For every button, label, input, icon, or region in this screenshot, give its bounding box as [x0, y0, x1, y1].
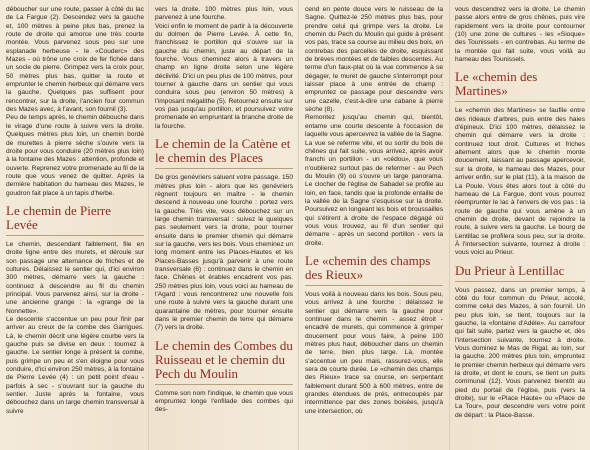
- section-heading: Le chemin de la Catène et le chemin des Places: [155, 137, 293, 169]
- text-column-2: [155, 6, 293, 415]
- paragraph: Remontez jusqu'au chemin qui, bientôt, entame une courte descente à l'occasion de laquelle vous apercevrez la vallée de la Sagne. La vue se referme vite, et ou sortir du bois de chênes qui fait suite, vous arrivez, après avoir franchi un portillon - un «cédou», que vous n'oublierez surtout pas de refermer - au Pech du Moulin (9) où s'ouvre un large panorama. Le clocher de l'église de Sabadel se profile au loin, en face, tandis que la profonde entaille de la vallée de la Sagne s'esquisse sur la droite. Poursuivez en longeant les bois et broussailles qui s'étirent à droite de l'espace dégagé où vous vous trouvez, au fil d'un sentier qui démarre - après un second portillon - vers la droite.: [305, 114, 443, 247]
- text-column-4: [455, 6, 585, 420]
- paragraph: Voici enfin le moment de partir à la découverte du dolmen de Pierre Levée. À cette fin, franchissez le portillon qui s'ouvre sur la gauche du chemin, juste au départ de la fourche. Vous cheminez alors à travers un champ en ligne droite selon une légère déclivité. D'ici un peu plus de 100 mètres, pour tourner à gauche dans un sentier qui vous conduira sous peu (environ 50 mètres) à l'imposant mégalithe (5). Retournez ensuite sur vos pas jusqu'au portillon, et poursuivez votre promenade en empruntant la branche droite de la fourche.: [155, 22, 293, 130]
- paragraph: Vous passez, dans un premier temps, à côté du four commun du Prieur, accolé, comme celui des Mazes, à son fournil. Un peu plus loin, se tient, toujours sur la gauche, la «fontaine d'Adèle». Au carrefour qui fait suite, partez vers la gauche et, dès l'intersection suivante, tournez à droite. Vous dominez le Mas de Rigal, au loin, sur la gauche. 200 mètres plus loin, empruntez le premier chemin herbeux qui démarre vers la droite, et dont le cours, se tient un puits communal (12). Vous parvenez bientôt au pied du portail de l'église, puis (vers la droite), sur le «Place Haute» ou «Place de La Tour», pour descendre vers votre point de départ : la Place-Basse.: [455, 286, 585, 419]
- section-heading: Le «chemin des champs des Rieux»: [305, 254, 443, 286]
- paragraph: Vous voilà à nouveau dans les bois. Sous peu, vous arrivez à une fourche : délaissez le sentier qui démarre vers la gauche pour continuer dans le chemin - assez étroit - encadré de murets, qui commence à grimper doucement pour vous faire, à peine 100 mètres plus haut, déboucher dans un chemin de terre, bien plus large. Là, montée s'accentue un peu mais, rassurez-vous, elle sera de courte durée. Le «chemin des champs des Rieux» trace sa course, en serpentant faiblement durant 500 à 600 mètres, entre de grandes étendues de prés, entrecoupés par intermittence par des zones boisées, jusqu'à une intersection, où: [305, 290, 443, 415]
- paragraph: déboucher sur une route, passer à côté du lac de La Fargue (2). Descendez vers la gauche et, 100 mètres à peine plus bas, prenez la route de droite qui amorce une très courte montée. Vous parvenez sous peu sur une esplanade herbeuse - le «Couderc» des Mazes - où trône une croix de fer fichée dans un socle de pierre. Grimpez vers la croix pour, 50 mètres plus bas, quitter la route et emprunter le chemin herbeux qui démarre vers la gauche. Quelques pas suffisent pour rencontrer, sur la droite, l'ancien four commun des Mazes avec, à l'avant, son fournil (3).: [6, 6, 144, 114]
- fold-line: [298, 0, 299, 450]
- section-heading: Le «chemin des Martines»: [455, 70, 585, 102]
- section-heading: Le chemin de Pierre Levée: [6, 204, 144, 236]
- paragraph: De gros genévriers saluent votre passage. 150 mètres plus loin - alors que les genévriers règnent toujours en maître - le chemin descend à nouveau une fourche : portez vers la gauche. Très vite, vous débouchez sur un large chemin transversal : suivez le quelques pas seulement vers la droite, pour tourner ensuite dans le premier chemin qui démarre sur la gauche, vers les bois. Vous cheminez un long moment entre les Places-Hautes et les Places-Basses jusqu'à parvenir à une route transversale (6) : continuez dans le chemin en face. Chênes et érables encadrent vos pas. 250 mètres plus loin, vous voici au hameau de l'Agard : vous rencontrerez une nouvelle fois une route à suivre vers la gauche durant une quarantaine de mètres, pour tourner ensuite dans le premier chemin de terre qui démarre (7) vers la droite.: [155, 174, 293, 332]
- section-heading: Le chemin des Combes du Ruisseau et le chemin du Pech du Moulin: [155, 339, 293, 385]
- fold-line: [449, 0, 450, 450]
- paragraph: Comme son nom l'indique, le chemin que vous empruntez longe l'enfilade des combes qui des-: [155, 389, 293, 414]
- paragraph: Peu de temps après, le chemin débouche dans le virage d'une route à suivre vers la droite. Quelques mètres plus loin, un chemin bordé de murettes à pierre sèche s'ouvre vers la droite pour vous conduire (20 mètres plus loin) à la fontaine des Mazes : attention, profonde et ouverte. Reprenez votre promenade au fil de la route que vous venez de quitter. Après la dernière habitation du hameau des Mazes, le goudron fait place à un tapis d'herbe.: [6, 114, 144, 197]
- text-column-3: [305, 6, 443, 416]
- section-heading: Du Prieur à Lentillac: [455, 264, 585, 282]
- paragraph: Le chemin, descendant faiblement, file en droite ligne entre des murets, et déroule sur son passage une alternance de friches et de cultures. Délaissez le sentier qui, d'ici environ 300 mètres, démarre vers la gauche : continuez à descendre au fil du chemin principal. Vous parvenez ainsi, sur la droite - une ancienne grange : la «grange de la Nonnette».: [6, 240, 144, 315]
- paragraph: vers la droite. 100 mètres plus loin, vous parvenez à une fourche.: [155, 6, 293, 22]
- paragraph: Le descente s'accentue un peu pour finir par arriver au creux de la combe des Garrigues. Là, le chemin décrit une légère courbe vers la gauche puis se divise en deux : tournez à gauche. Le sentier longe à présent la combe, puis grimpe un peu et s'en éloigne pour vous conduire, d'ici environ 250 mètres, à la fontaine de Pierre Levée (4) : un petit point d'eau - parfois à sec - s'ouvrant sur la gauche du sentier. Juste après la fontaine, vous débouchez dans un large chemin transversal à suivre: [6, 316, 144, 415]
- fold-line: [148, 0, 149, 450]
- paragraph: cend en pente douce vers le ruisseau de la Sagne. Quittez-le 250 mètres plus bas, pour prendre celui qui grimpe vers la droite. Le chemin du Pech du Moulin qui guide à présent vos pas, trace sa course au milieu des bois, en contrebas des parcelles de droite, esquissant de brèves montées et de faibles descentes. Au terme d'un faux-plat où la vue commence à se dégager, le muret de gauche s'interrompt pour laisser place à une entrée de champ : empruntez ce passage pour descendre vers une cazelle, c'est-à-dire une cabane à pierre sèche (8).: [305, 6, 443, 114]
- text-column-1: [6, 6, 144, 416]
- paragraph: Le «chemin des Martines» se faufile entre des rideaux d'arbres, puis entre des haies d'épineux. D'ici 100 mètres, délaissez le chemin qui démarre vers la droite : continuez tout droit. Cultures et friches alternent alors que le chemin monte doucement, laissant au passage apercevoir, sur la droite, le hameau des Mazes, pour arriver enfin, sur le plat (11), à la maison de La Poule. Vous êtes alors tout à côté du hameau de La Fargue, dont vous pourrez réemprunter le lac à l'envers de vos pas : la route de gauche qui vous amène à un chemin de droite, devant de rejoindre la route, à suivre vers la gauche. Le bourg de Lentillac se profilera sous peu, sur la droite. À l'intersection suivante, tournez à droite : vous voici au Prieur.: [455, 107, 585, 257]
- paragraph: vous descendrez vers la droite. Le chemin passe alors entre de gros chênes, puis vire rapidement vers la droite pour contourner (10) une zone de cultures - les «Sioque» des Tounissels - en contrebas. Au terme de la montée qui fait suite, vous voilà au hameau des Tounissels.: [455, 6, 585, 64]
